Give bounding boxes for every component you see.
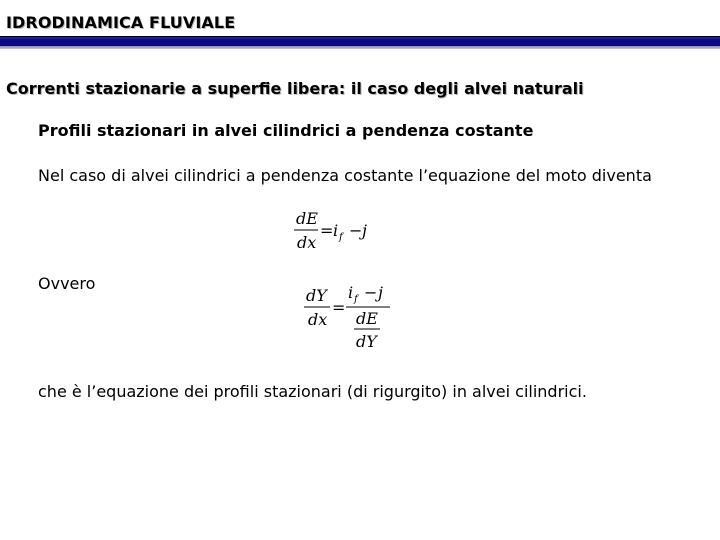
eq2-minus: −	[364, 283, 378, 302]
header-divider-bar	[0, 36, 720, 49]
section-title: Correnti stazionarie a superfie libera: il caso degli alvei naturali	[6, 79, 584, 98]
paragraph-intro: Nel caso di alvei cilindrici a pendenza costante l’equazione del moto diventa	[38, 166, 652, 185]
eq1-friction-j: j	[362, 221, 367, 240]
paragraph-conclusion: che è l’equazione dei profili stazionari (di rigurgito) in alvei cilindrici.	[38, 382, 587, 401]
eq1-slope-i: i	[333, 221, 339, 240]
eq2-friction-j: j	[378, 283, 383, 302]
eq2-equals: =	[332, 298, 346, 317]
eq2-inner-numerator: dE	[356, 309, 378, 328]
equation-stationary-profile	[302, 283, 402, 359]
eq2-slope-sub-f: f	[354, 294, 358, 305]
eq2-inner-denominator: dY	[356, 332, 377, 351]
eq2-numerator: dY	[306, 286, 327, 305]
eq1-numerator: dE	[296, 209, 318, 228]
eq2-denominator: dx	[308, 310, 328, 329]
eq1-minus: −	[349, 221, 363, 240]
eq1-equals: =	[320, 221, 334, 240]
subsection-title: Profili stazionari in alvei cilindrici a pendenza costante	[38, 121, 534, 140]
equation-energy-gradient	[292, 206, 392, 260]
eq1-slope-sub-f: f	[339, 232, 343, 243]
eq1-denominator: dx	[297, 233, 317, 252]
eq2-slope-i: i	[348, 283, 354, 302]
paragraph-ovvero: Ovvero	[38, 274, 96, 293]
page-header-title: IDRODINAMICA FLUVIALE	[6, 13, 236, 32]
